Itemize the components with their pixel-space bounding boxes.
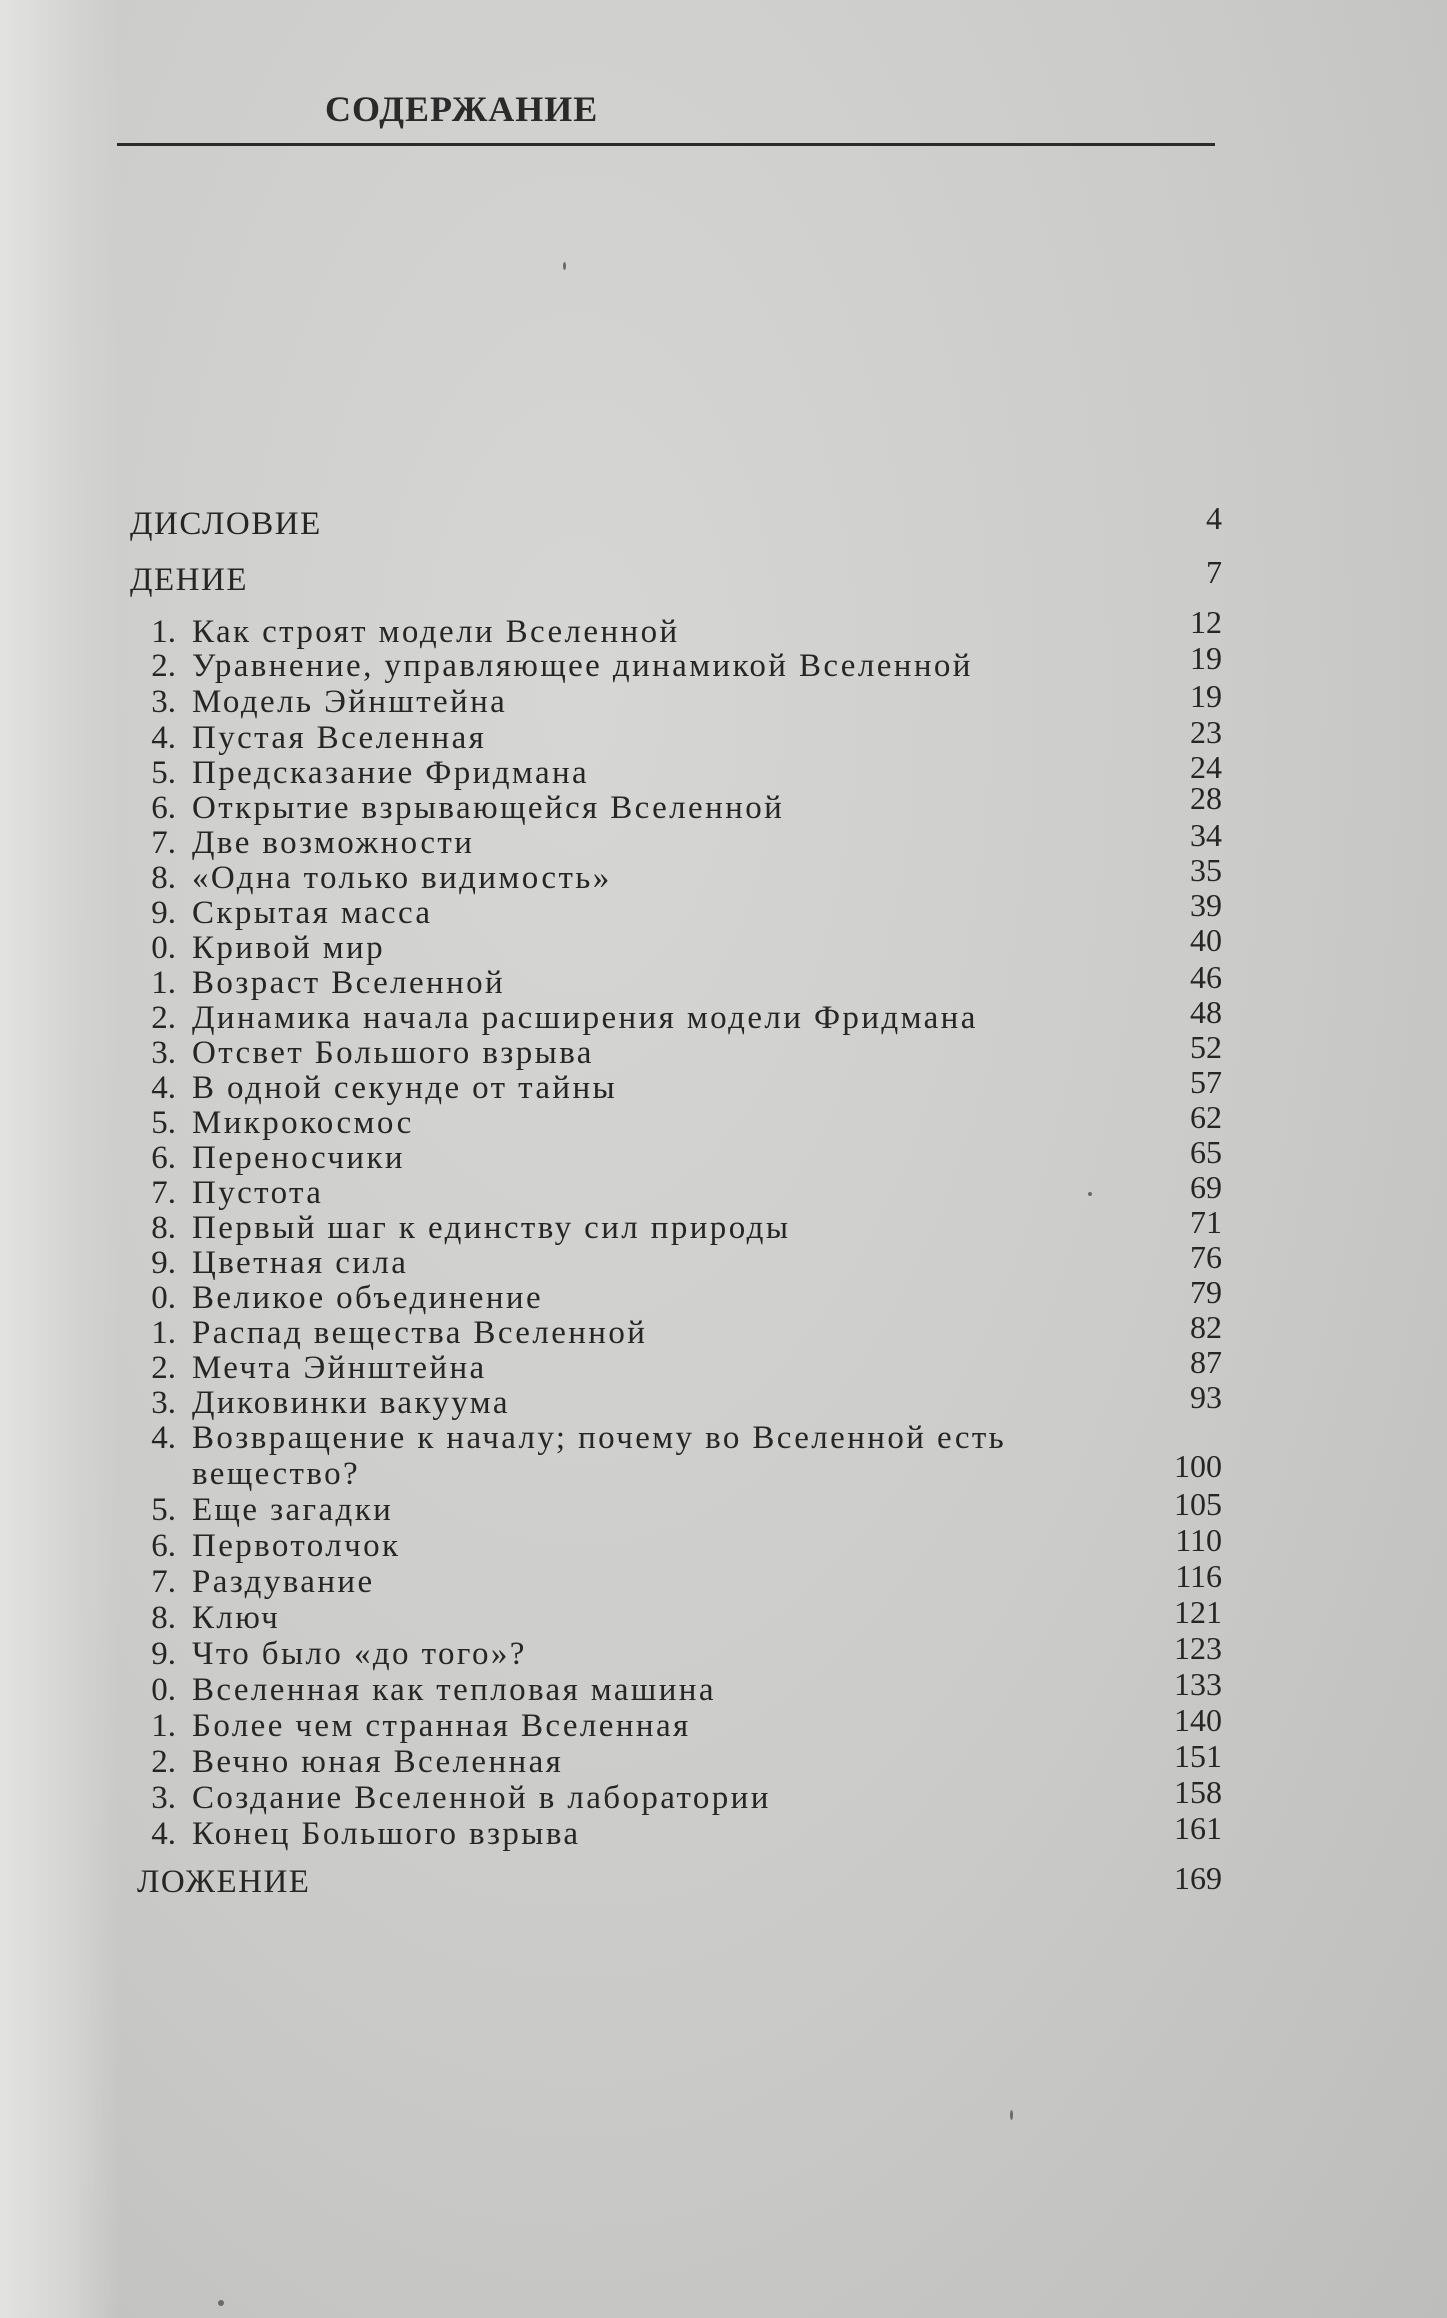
chapter-page: 62: [1190, 1099, 1222, 1135]
chapter-page: 24: [1190, 749, 1222, 785]
chapter-number: 8.: [151, 1600, 176, 1636]
chapter-number: 4.: [151, 720, 176, 756]
chapter-page: 76: [1190, 1239, 1222, 1275]
toc-entry-page: 7: [1206, 554, 1222, 590]
chapter-title: «Одна только видимость»: [192, 860, 612, 896]
chapter-page: 65: [1190, 1134, 1222, 1170]
chapter-title: Вечно юная Вселенная: [192, 1744, 564, 1780]
chapter-number: 0.: [151, 1672, 176, 1708]
chapter-title: Возраст Вселенной: [192, 965, 506, 1001]
chapter-page: 161: [1174, 1810, 1222, 1846]
chapter-number: 6.: [151, 790, 176, 826]
chapter-number: 3.: [151, 684, 176, 720]
chapter-page: 82: [1190, 1309, 1222, 1345]
chapter-title: Вселенная как тепловая машина: [192, 1672, 716, 1708]
chapter-number: 4.: [151, 1070, 176, 1106]
chapter-page: 19: [1190, 678, 1222, 714]
chapter-page: 93: [1190, 1379, 1222, 1415]
chapter-page: 151: [1174, 1738, 1222, 1774]
chapter-page: 28: [1190, 780, 1222, 816]
chapter-number: 6.: [151, 1140, 176, 1176]
chapter-page: 19: [1190, 640, 1222, 676]
chapter-number: 0.: [151, 1280, 176, 1316]
chapter-number: 2.: [151, 648, 176, 684]
chapter-title: Что было «до того»?: [192, 1636, 527, 1672]
chapter-number: 4.: [151, 1420, 176, 1456]
chapter-page: 133: [1174, 1666, 1222, 1702]
chapter-number: 2.: [151, 1744, 176, 1780]
chapter-number: 4.: [151, 1816, 176, 1852]
chapter-title: Как строят модели Вселенной: [192, 614, 680, 650]
chapter-number: 0.: [151, 930, 176, 966]
chapter-page: 79: [1190, 1274, 1222, 1310]
chapter-number: 9.: [151, 895, 176, 931]
toc-entry-title: ДЕНИЕ: [130, 562, 248, 598]
chapter-title: Открытие взрывающейся Вселенной: [192, 790, 785, 826]
contents-heading: СОДЕРЖАНИЕ: [325, 89, 599, 129]
scan-speck: [218, 2300, 224, 2306]
chapter-title: Распад вещества Вселенной: [192, 1315, 648, 1351]
chapter-number: 7.: [151, 1564, 176, 1600]
scan-speck: [1088, 1192, 1092, 1196]
chapter-page: 48: [1190, 994, 1222, 1030]
chapter-title: В одной секунде от тайны: [192, 1070, 618, 1106]
chapter-number: 3.: [151, 1035, 176, 1071]
toc-entry-title: ДИСЛОВИЕ: [130, 506, 322, 542]
chapter-page: 121: [1174, 1594, 1222, 1630]
chapter-number: 5.: [151, 1492, 176, 1528]
chapter-number: 1.: [151, 965, 176, 1001]
chapter-number: 5.: [151, 755, 176, 791]
chapter-page: 34: [1190, 817, 1222, 853]
chapter-title: Отсвет Большого взрыва: [192, 1035, 594, 1071]
chapter-title: Цветная сила: [192, 1245, 409, 1281]
chapter-title: Великое объединение: [192, 1280, 544, 1316]
toc-entry-page: 4: [1206, 500, 1222, 536]
chapter-number: 8.: [151, 1210, 176, 1246]
chapter-page: 71: [1190, 1204, 1222, 1240]
toc-entry-page: 169: [1174, 1860, 1222, 1896]
chapter-title: Кривой мир: [192, 930, 385, 966]
chapter-page: 87: [1190, 1344, 1222, 1380]
chapter-title: Пустая Вселенная: [192, 720, 487, 756]
chapter-title: Более чем странная Вселенная: [192, 1708, 691, 1744]
chapter-title: Микрокосмос: [192, 1105, 414, 1141]
chapter-page: 110: [1175, 1522, 1222, 1558]
chapter-page: 52: [1190, 1029, 1222, 1065]
chapter-page: 158: [1174, 1774, 1222, 1810]
chapter-title: Еще загадки: [192, 1492, 394, 1528]
chapter-number: 1.: [151, 1708, 176, 1744]
chapter-number: 1.: [151, 614, 176, 650]
chapter-title: Конец Большого взрыва: [192, 1816, 581, 1852]
chapter-title: Раздувание: [192, 1564, 375, 1600]
chapter-page: 105: [1174, 1486, 1222, 1522]
chapter-page: 123: [1174, 1630, 1222, 1666]
chapter-title: Две возможности: [192, 825, 475, 861]
chapter-page: 23: [1190, 714, 1222, 750]
chapter-number: 8.: [151, 860, 176, 896]
chapter-title: Ключ: [192, 1600, 281, 1636]
chapter-page: 116: [1175, 1558, 1222, 1594]
chapter-title: Диковинки вакуума: [192, 1385, 510, 1421]
chapter-number: 9.: [151, 1636, 176, 1672]
chapter-number: 2.: [151, 1350, 176, 1386]
scan-speck: [1010, 2110, 1013, 2120]
chapter-title-continued: вещество?: [192, 1456, 361, 1492]
chapter-page: 35: [1190, 852, 1222, 888]
scan-speck: [563, 262, 566, 270]
chapter-number: 2.: [151, 1000, 176, 1036]
chapter-title: Создание Вселенной в лаборатории: [192, 1780, 771, 1816]
chapter-title: Первый шаг к единству сил природы: [192, 1210, 791, 1246]
chapter-title: Возвращение к началу; почему во Вселенной есть: [192, 1420, 1007, 1456]
chapter-title: Первотолчок: [192, 1528, 401, 1564]
chapter-number: 1.: [151, 1315, 176, 1351]
chapter-page: 140: [1174, 1702, 1222, 1738]
chapter-number: 3.: [151, 1385, 176, 1421]
chapter-number: 5.: [151, 1105, 176, 1141]
chapter-title: Предсказание Фридмана: [192, 755, 590, 791]
chapter-title: Переносчики: [192, 1140, 405, 1176]
chapter-number: 3.: [151, 1780, 176, 1816]
toc-entry-title: ЛОЖЕНИЕ: [137, 1864, 311, 1900]
chapter-number: 7.: [151, 1175, 176, 1211]
chapter-number: 9.: [151, 1245, 176, 1281]
chapter-title: Динамика начала расширения модели Фридмана: [192, 1000, 978, 1036]
chapter-page: 46: [1190, 959, 1222, 995]
chapter-page: 40: [1190, 922, 1222, 958]
chapter-title: Модель Эйнштейна: [192, 684, 508, 720]
chapter-title: Пустота: [192, 1175, 324, 1211]
chapter-number: 7.: [151, 825, 176, 861]
chapter-title: Уравнение, управляющее динамикой Вселенной: [192, 648, 973, 684]
chapter-title: Мечта Эйнштейна: [192, 1350, 487, 1386]
chapter-page: 39: [1190, 887, 1222, 923]
chapter-page: 69: [1190, 1169, 1222, 1205]
chapter-title: Скрытая масса: [192, 895, 433, 931]
chapter-page: 100: [1174, 1448, 1222, 1484]
chapter-page: 12: [1190, 604, 1222, 640]
chapter-number: 6.: [151, 1528, 176, 1564]
chapter-page: 57: [1190, 1064, 1222, 1100]
